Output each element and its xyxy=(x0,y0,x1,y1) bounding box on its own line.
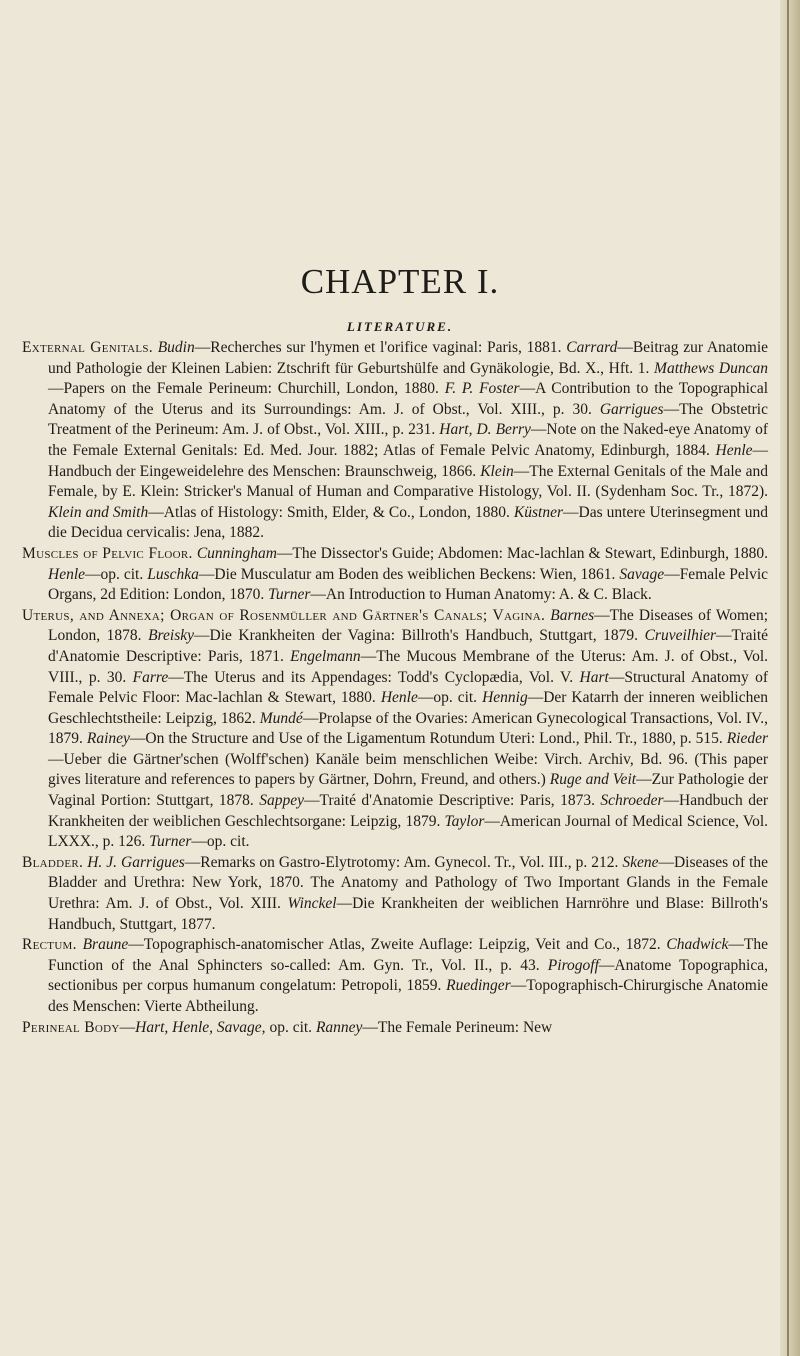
entry-heading: Muscles of Pelvic Floor. xyxy=(22,544,193,562)
literature-entries xyxy=(22,338,768,1038)
literature-entry: Perineal Body—Hart, Henle, Savage, op. cit. Ranney—The Female Perineum: New xyxy=(22,1018,553,1036)
page-edge-line xyxy=(787,0,789,1356)
entry-author: Cunningham xyxy=(196,544,277,562)
chapter-title: CHAPTER I. xyxy=(300,262,500,301)
entry-author: Chadwick xyxy=(666,936,729,954)
entry-citation: —A Contribution to the Topographical Anatomy of the Uterus and its Surroundings: Am. J. of Obst., Vol. XIII., p. 30. xyxy=(48,380,768,418)
entry-author: Hennig xyxy=(482,689,528,707)
entry-citation: —The Uterus and its Appendages: Todd's Cyclopædia, Vol. V. xyxy=(168,668,574,686)
entry-citation: —Das untere Uterinsegment und die Decidua cervicalis: Jena, 1882. xyxy=(48,503,769,542)
literature-entry xyxy=(22,853,768,935)
entry-author: H. J. Garrigues xyxy=(87,853,185,871)
entry-author: Breisky xyxy=(148,627,194,645)
literature-entry xyxy=(22,606,768,853)
entry-citation: —Recherches sur l'hymen et l'orifice vaginal: Paris, 1881. xyxy=(194,339,562,356)
entry-author: Küstner xyxy=(513,503,564,521)
entry-citation: —American Journal of Medical Science, Vol. LXXX., p. 126. xyxy=(48,812,769,851)
entry-citation: —Atlas of Histology: Smith, Elder, & Co., London, 1880. xyxy=(148,503,510,521)
entry-author: Barnes xyxy=(550,606,595,624)
entry-citation: —Papers on the Female Perineum: Churchill, London, 1880. xyxy=(48,380,439,398)
entry-citation: —The Mucous Membrane of the Uterus: Am. J. of Obst., Vol. VIII., p. 30. xyxy=(48,647,769,686)
entry-citation: —Der Katarrh der inneren weiblichen Geschlechtstheile: Leipzig, 1862. xyxy=(48,689,769,727)
entry-citation: —Handbuch der Krankheiten der weiblichen Geschlechtsorgane: Leipzig, 1879. xyxy=(48,792,768,830)
entry-citation: —The Dissector's Guide; Abdomen: Mac-lachlan & Stewart, Edinburgh, 1880. xyxy=(276,544,769,562)
entry-author: Savage xyxy=(619,565,665,583)
entry-citation: —Diseases of the Bladder and Urethra: New York, 1870. The Anatomy and Pathology of Two Important Glands in the Female Urethra: Am. J. of Obst., Vol. XIII. xyxy=(48,853,769,913)
entry-citation: —Traité d'Anatomie Descriptive: Paris, 1873. xyxy=(304,792,595,810)
entry-author: Ruge and Veit xyxy=(549,771,637,789)
entry-author: Hart xyxy=(579,668,609,686)
entry-author: Mundé xyxy=(259,709,303,727)
entry-heading: Bladder. xyxy=(22,853,84,871)
entry-citation: —The Female Perineum: New xyxy=(362,1018,553,1036)
entry-citation: —The Function of the Anal Sphincters so-called: Am. Gyn. Tr., Vol. II., p. 43. xyxy=(48,936,769,974)
entry-citation: —op. cit. xyxy=(417,689,478,707)
section-heading: LITERATURE. xyxy=(346,319,454,334)
entry-author: F. P. Foster xyxy=(444,380,520,398)
entry-heading: Uterus, and Annexa; Organ of Rosenmüller and Gärtner's Canals; Vagina. xyxy=(22,606,546,624)
entry-citation: —Die Krankheiten der Vagina: Billroth's Handbuch, Stuttgart, 1879. xyxy=(194,627,639,645)
entry-citation: —Prolapse of the Ovaries: American Gynecological Transactions, Vol. IV., 1879. xyxy=(48,709,768,748)
entry-author: Rieder xyxy=(726,730,769,748)
page-edge-shadow xyxy=(780,0,800,1356)
entry-citation: —Die Krankheiten der weiblichen Harnröhre und Blase: Billroth's Handbuch, Stuttgart, 1877. xyxy=(48,895,768,933)
entry-citation: —Handbuch der Eingeweidelehre des Menschen: Braunschweig, 1866. xyxy=(48,441,769,480)
entry-citation: —op. cit. xyxy=(85,565,144,583)
entry-citation: —op. cit. xyxy=(191,833,250,851)
literature-entry xyxy=(22,338,768,544)
entry-citation: —An Introduction to Human Anatomy: A. & C. Black. xyxy=(310,586,652,604)
entry-author: Engelmann xyxy=(290,647,361,665)
entry-author: Klein and Smith xyxy=(48,503,149,521)
entry-citation: —Zur Pathologie der Vaginal Portion: Stuttgart, 1878. xyxy=(48,771,769,810)
entry-author: Schroeder xyxy=(600,792,664,810)
entry-author: Luschka xyxy=(147,565,199,583)
entry-citation: —Remarks on Gastro-Elytrotomy: Am. Gynecol. Tr., Vol. III., p. 212. xyxy=(184,853,619,871)
entry-author: Cruveilhier xyxy=(644,627,717,645)
literature-entry xyxy=(22,544,768,606)
entry-author: Henle xyxy=(380,689,418,707)
entry-citation: —Structural Anatomy of Female Pelvic Floor: Mac-lachlan & Stewart, 1880. xyxy=(48,668,768,707)
entry-citation: —Anatome Topographica, sectionibus per corpus humanum congelatum: Petropoli, 1859. xyxy=(48,956,768,995)
entry-author: Henle xyxy=(715,441,753,459)
entry-author: Ruedinger xyxy=(446,977,511,995)
entry-citation: —The Obstetric Treatment of the Perineum: Am. J. of Obst., Vol. XIII., p. 231. xyxy=(48,400,768,439)
entry-author: Hart, D. Berry xyxy=(439,421,531,439)
entry-citation: —Note on the Naked-eye Anatomy of the Female External Genitals: Ed. Med. Jour. 1882; Atlas of Female Pelvic Anatomy, Edinburgh, 1884. xyxy=(48,421,768,459)
entry-citation: —Topographisch-anatomischer Atlas, Zweite Auflage: Leipzig, Veit and Co., 1872. xyxy=(128,936,661,954)
entry-author: Rainey xyxy=(86,730,130,748)
entry-author: Taylor xyxy=(444,812,485,830)
entry-author: Turner xyxy=(268,586,311,604)
entry-author: Sappey xyxy=(259,792,305,810)
entry-author: Winckel xyxy=(287,895,337,913)
entry-heading: Rectum. xyxy=(22,936,77,954)
entry-citation: —Beitrag zur Anatomie und Pathologie der Kleinen Labien: Ztschrift für Geburtshülfe and Gynäkologie, Bd. X., Hft. 1. xyxy=(48,339,769,377)
entry-author: Hart, Henle, Savage, xyxy=(135,1018,266,1036)
entry-author: Pirogoff xyxy=(547,956,599,974)
entry-author: Garrigues xyxy=(599,400,664,418)
literature-entry xyxy=(22,935,768,1017)
entry-heading: External Genitals. xyxy=(22,339,153,356)
entry-citation: —Traité d'Anatomie Descriptive: Paris, 1871. xyxy=(48,627,769,665)
entry-author: Carrard xyxy=(566,339,618,356)
entry-citation: op. cit. xyxy=(265,1018,313,1036)
entry-citation: —Female Pelvic Organs, 2d Edition: London, 1870. xyxy=(48,565,769,604)
entry-author: Matthews Duncan xyxy=(654,359,768,377)
entry-author: Braune xyxy=(82,936,129,954)
entry-author: Henle xyxy=(48,565,86,583)
entry-citation: —On the Structure and Use of the Ligamentum Rotundum Uteri: Lond., Phil. Tr., 1880, p. 515. xyxy=(129,730,723,748)
entry-citation: —The Diseases of Women; London, 1878. xyxy=(48,606,768,645)
entry-citation: —Topographisch-Chirurgische Anatomie des Menschen: Vierte Abtheilung. xyxy=(48,977,769,1015)
entry-heading: Perineal Body xyxy=(22,1018,120,1036)
entry-citation: —Ueber die Gärtner'schen (Wolff'schen) Kanäle beim menschlichen Weibe: Virch. Archiv, Bd. 96. (This paper gives literature and references to papers by Gärtner, Dohrn, Freund, and others.) xyxy=(48,750,768,789)
entry-citation: —Die Musculatur am Boden des weiblichen Beckens: Wien, 1861. xyxy=(198,565,616,583)
entry-author: Budin xyxy=(157,339,195,356)
entry-author: Ranney xyxy=(315,1018,363,1036)
entry-author: Turner xyxy=(149,833,192,851)
entry-author: Klein xyxy=(480,462,514,480)
entry-citation: —The External Genitals of the Male and Female, by E. Klein: Stricker's Manual of Human and Comparative Histology, Vol. II. (Sydenham Soc. Tr., 1872). xyxy=(48,462,768,501)
entry-author: Skene xyxy=(622,853,659,871)
entry-author: Farre xyxy=(132,668,169,686)
